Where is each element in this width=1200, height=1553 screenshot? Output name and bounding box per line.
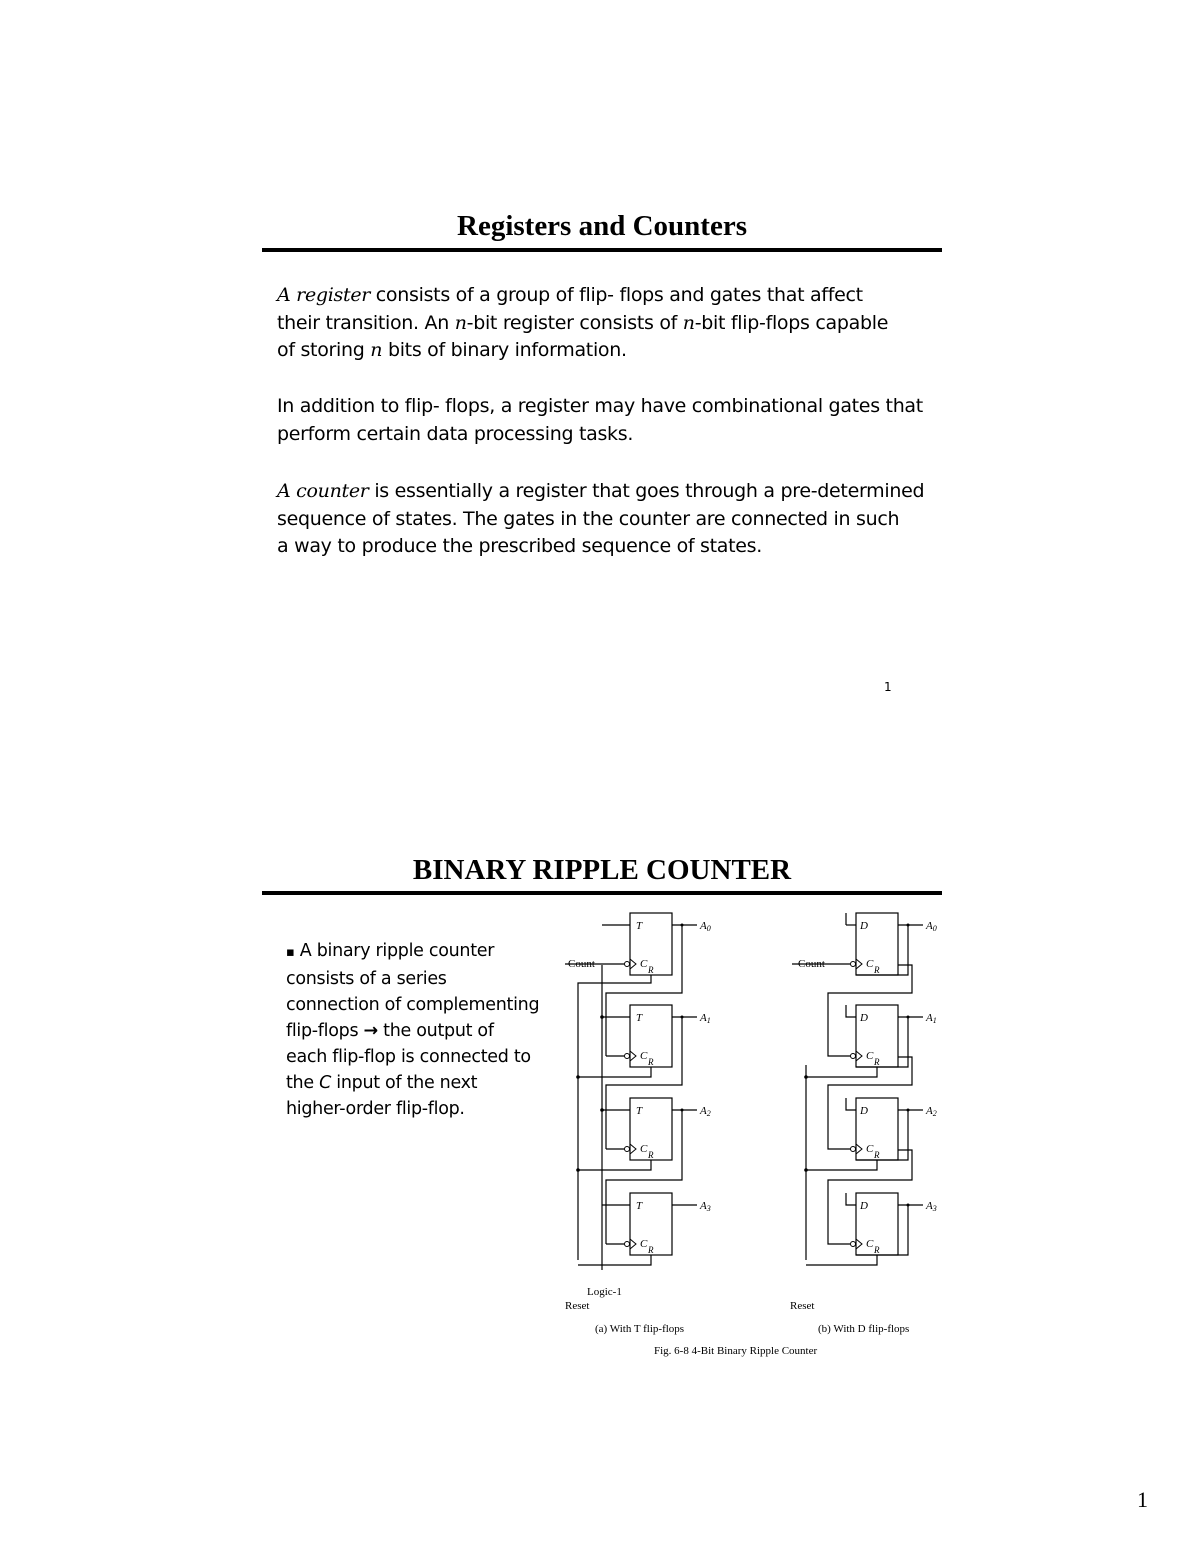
register-term: A register bbox=[277, 284, 371, 306]
slide1-paragraph-register bbox=[277, 282, 937, 365]
reset-sub-a1: R bbox=[648, 1057, 654, 1067]
reset-label-a: Reset bbox=[565, 1300, 590, 1312]
clock-label-b0: C bbox=[866, 958, 874, 970]
output-a2-b: A2 bbox=[926, 1105, 937, 1118]
reset-sub-b0: R bbox=[874, 965, 880, 975]
d-label-0: D bbox=[860, 920, 868, 932]
p1-line2-a: their transition. An bbox=[277, 311, 455, 334]
p3-line1: is essentially a register that goes through a pre-determined bbox=[368, 480, 925, 502]
reset-label-b: Reset bbox=[790, 1300, 815, 1312]
p2-line2: perform certain data processing tasks. bbox=[277, 422, 634, 445]
reset-sub-b1: R bbox=[874, 1057, 880, 1067]
bullet-line4a: flip-flops bbox=[286, 1021, 364, 1041]
d-label-2: D bbox=[860, 1105, 868, 1117]
bullet-line3: connection of complementing bbox=[286, 995, 540, 1015]
t-label-3: T bbox=[636, 1200, 643, 1212]
p2-line1: In addition to flip- flops, a register may have combinational gates that bbox=[277, 395, 923, 417]
count-label-a: Count bbox=[568, 958, 595, 970]
ripple-counter-figure bbox=[560, 905, 945, 1360]
slide2-title: BINARY RIPPLE COUNTER bbox=[412, 854, 792, 886]
count-label-b: Count bbox=[798, 958, 825, 970]
bullet-c: C bbox=[319, 1073, 332, 1093]
reset-sub-b3: R bbox=[874, 1245, 880, 1255]
arrow-icon: → bbox=[363, 1021, 378, 1041]
slide2-bullet bbox=[286, 938, 551, 1122]
d-label-1: D bbox=[860, 1012, 868, 1024]
bullet-line1: A binary ripple counter bbox=[294, 941, 495, 961]
clock-label-a1: C bbox=[640, 1050, 648, 1062]
bullet-line5: each flip-flop is connected to bbox=[286, 1047, 531, 1067]
p1-line3-a: of storing bbox=[277, 339, 371, 361]
output-a2-a: A2 bbox=[700, 1105, 711, 1118]
bullet-line7: higher-order flip-flop. bbox=[286, 1099, 465, 1119]
output-a3-b: A3 bbox=[926, 1200, 937, 1213]
bullet-line6b: input of the next bbox=[331, 1073, 478, 1093]
slide1-title-rule bbox=[262, 248, 942, 252]
p1-line2-b: -bit register consists of bbox=[466, 311, 683, 334]
clock-label-b2: C bbox=[866, 1143, 874, 1155]
reset-sub-a3: R bbox=[648, 1245, 654, 1255]
t-label-0: T bbox=[636, 920, 643, 932]
clock-label-a2: C bbox=[640, 1143, 648, 1155]
bullet-line6a: the bbox=[286, 1073, 320, 1093]
slide2-title-rule bbox=[262, 891, 942, 895]
counter-term: A counter bbox=[277, 480, 369, 502]
bullet-line4b: the output of bbox=[377, 1021, 494, 1041]
caption-b: (b) With D flip-flops bbox=[818, 1323, 910, 1335]
clock-label-a0: C bbox=[640, 958, 648, 970]
clock-label-a3: C bbox=[640, 1238, 648, 1250]
output-a0-a: A0 bbox=[700, 920, 711, 933]
reset-sub-a0: R bbox=[648, 965, 654, 975]
slide1-paragraph-counter bbox=[277, 478, 937, 561]
p1-n1: n bbox=[454, 311, 467, 334]
d-label-3: D bbox=[860, 1200, 868, 1212]
p1-line3-b: bits of binary information. bbox=[382, 339, 627, 361]
bullet-marker: ▪ bbox=[286, 945, 295, 960]
reset-sub-a2: R bbox=[648, 1150, 654, 1160]
page-number: 1 bbox=[1137, 1487, 1148, 1512]
bullet-line2: consists of a series bbox=[286, 969, 447, 989]
p3-line2: sequence of states. The gates in the counter are connected in such bbox=[277, 507, 900, 530]
figure-caption: Fig. 6-8 4-Bit Binary Ripple Counter bbox=[654, 1345, 818, 1357]
slide1-paragraph-combinational bbox=[277, 393, 937, 448]
p1-line2-c: -bit flip-flops capable bbox=[694, 311, 889, 334]
p1-n3: n bbox=[370, 339, 383, 361]
output-a1-a: A1 bbox=[700, 1012, 711, 1025]
clock-label-b3: C bbox=[866, 1238, 874, 1250]
output-a1-b: A1 bbox=[926, 1012, 937, 1025]
t-label-2: T bbox=[636, 1105, 643, 1117]
t-label-1: T bbox=[636, 1012, 643, 1024]
clock-label-b1: C bbox=[866, 1050, 874, 1062]
output-a0-b: A0 bbox=[926, 920, 937, 933]
p1-n2: n bbox=[682, 311, 695, 334]
slide1-title: Registers and Counters bbox=[457, 210, 747, 242]
caption-a: (a) With T flip-flops bbox=[595, 1323, 685, 1335]
p1-line1: consists of a group of flip- flops and gates that affect bbox=[370, 284, 863, 306]
reset-sub-b2: R bbox=[874, 1150, 880, 1160]
logic-1-label: Logic-1 bbox=[587, 1286, 622, 1298]
slide1-number: 1 bbox=[884, 680, 892, 694]
p3-line3: a way to produce the prescribed sequence of states. bbox=[277, 535, 762, 557]
output-a3-a: A3 bbox=[700, 1200, 711, 1213]
